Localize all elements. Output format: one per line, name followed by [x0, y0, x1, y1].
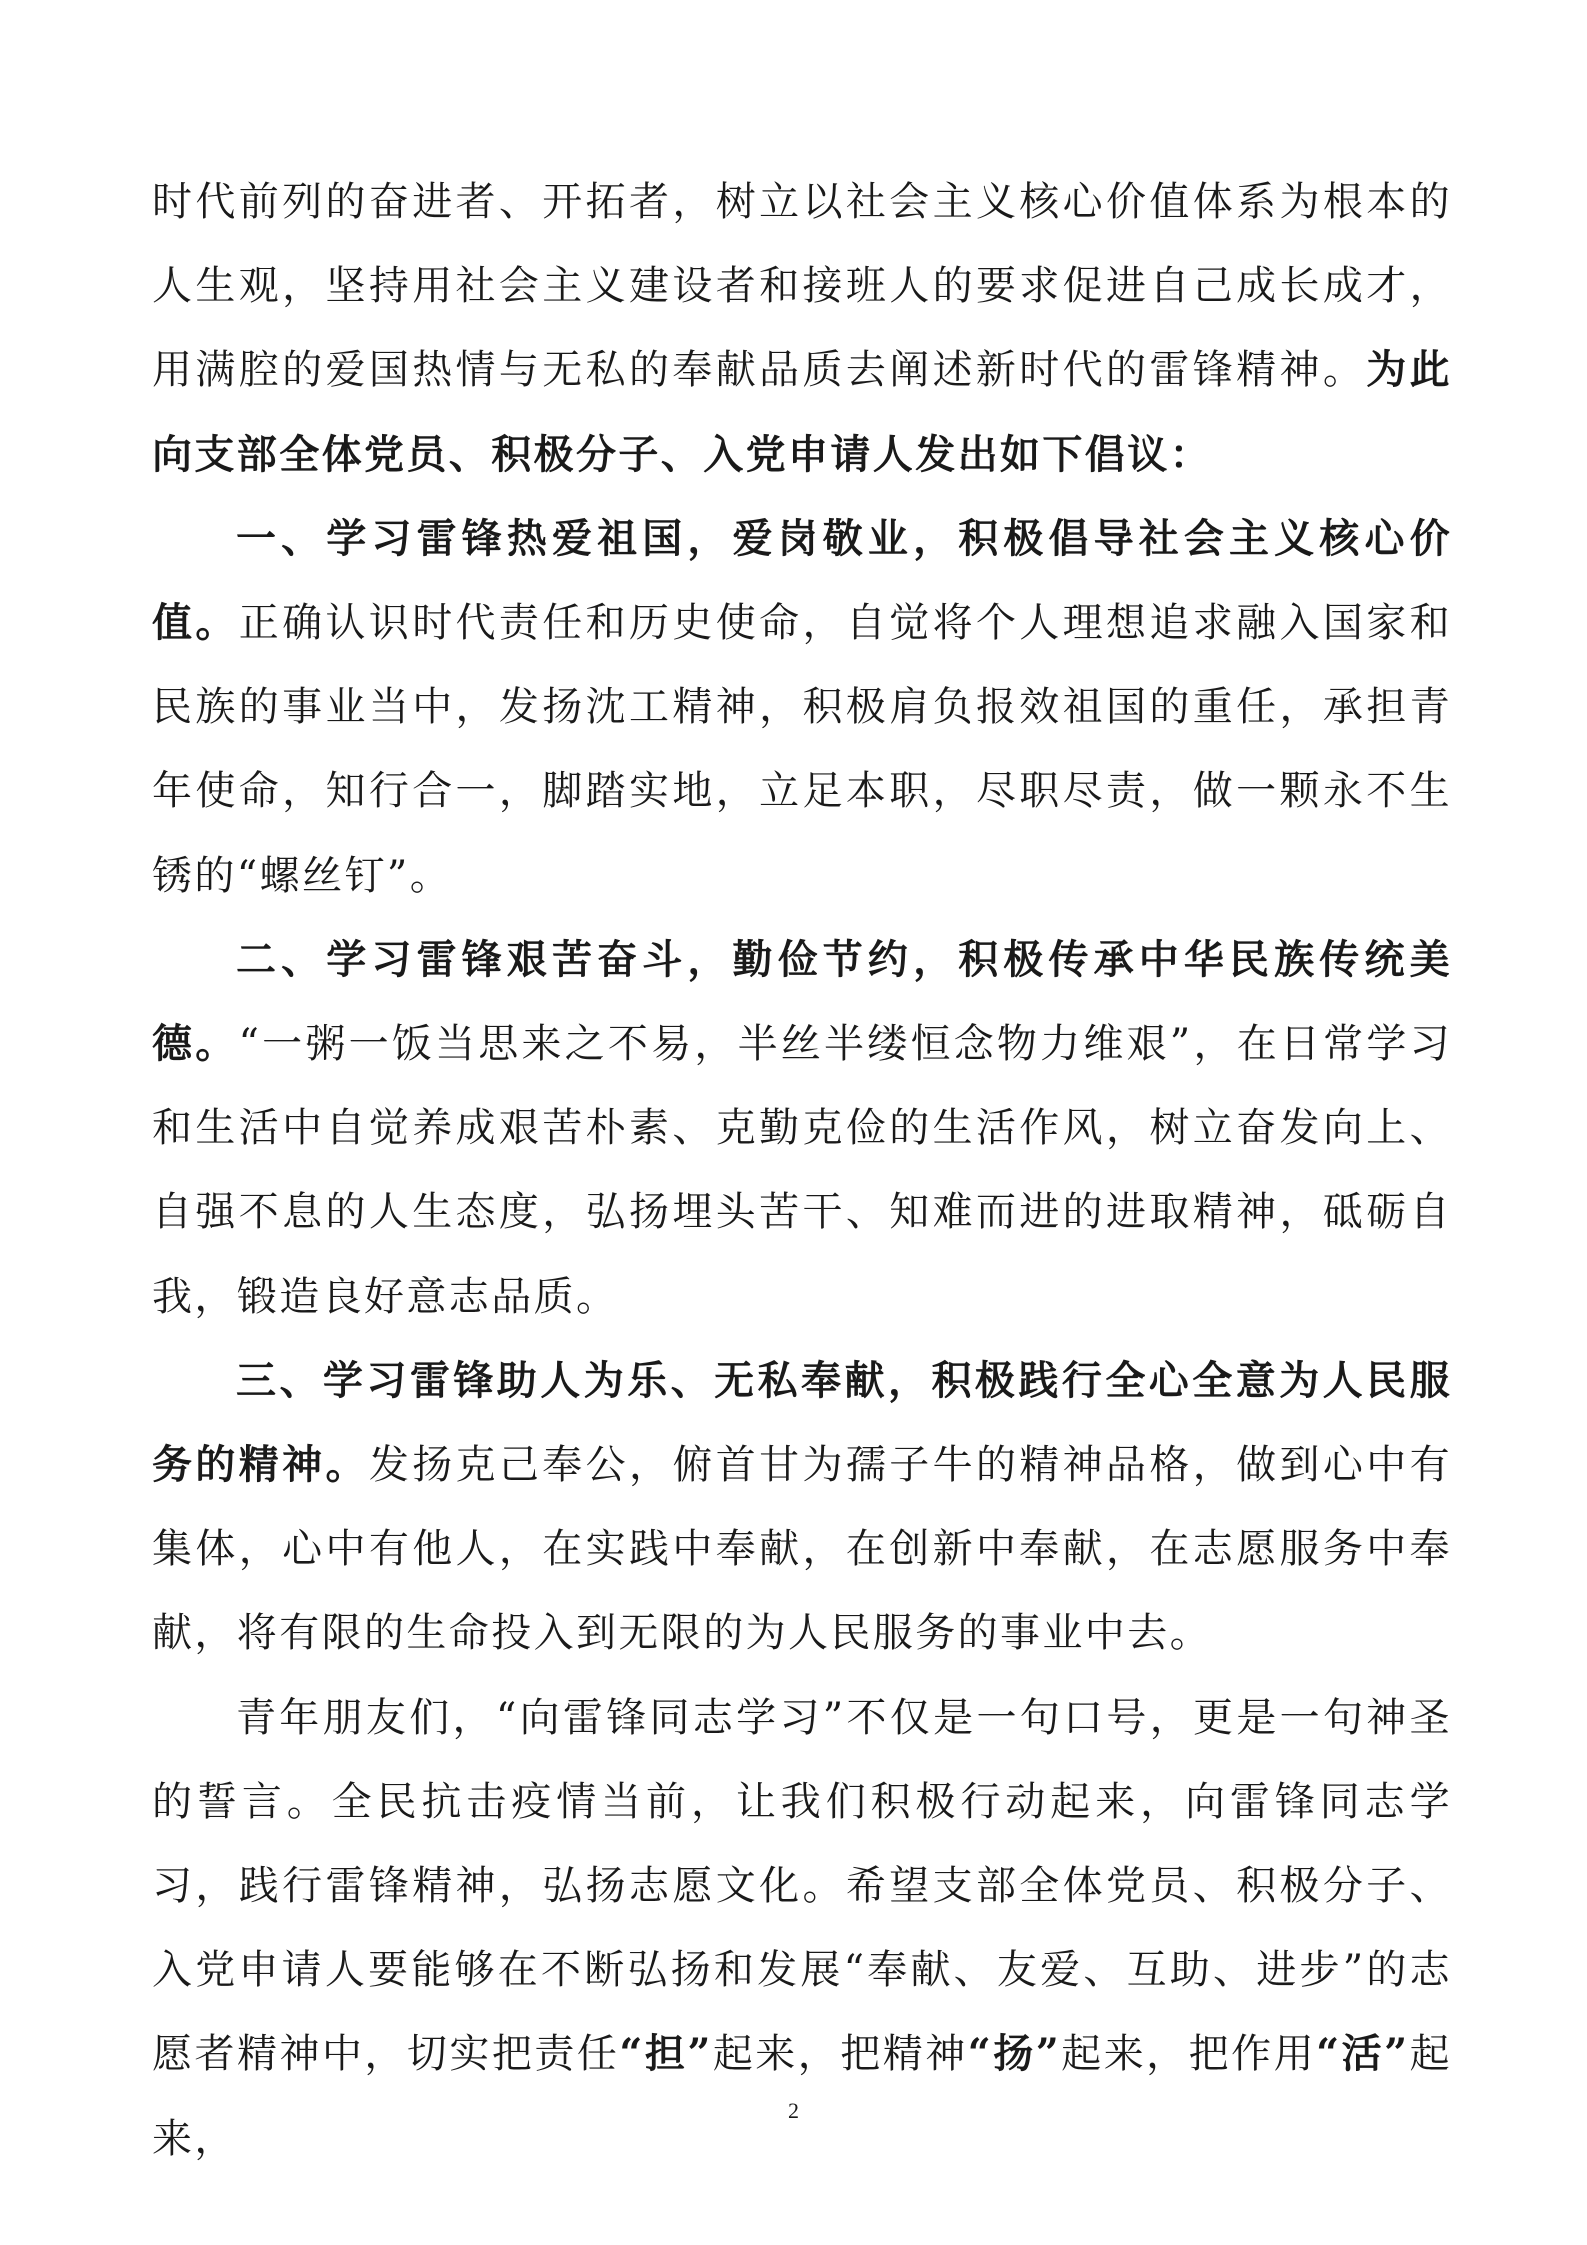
closing-bold-yang: “扬” — [967, 2030, 1062, 2078]
proposal-item-3 — [152, 1339, 1452, 1676]
closing-text-a: 青年朋友们，“向雷锋同志学习”不仅是一句口号，更是一句神圣的誓言。全民抗击疫情当前，让我们积极行动起来，向雷锋同志学习，践行雷锋精神，弘扬志愿文化。希望支部全体党员、积极分子、入党申请人要能够在不断弘扬和发展“奉献、友爱、互助、进步”的志愿者精神中，切实把责任 — [152, 1694, 1452, 2078]
proposal-text-3: 发扬克己奉公，俯首甘为孺子牛的精神品格，做到心中有集体，心中有他人，在实践中奉献，在创新中奉献，在志愿服务中奉献，将有限的生命投入到无限的为人民服务的事业中去。 — [152, 1442, 1452, 1657]
closing-text-c: 起来，把作用 — [1061, 2031, 1317, 2078]
proposal-item-1 — [152, 497, 1452, 918]
body-text — [152, 160, 1452, 2181]
proposal-heading-3: 三、学习雷锋助人为乐、无私奉献，积极践行全心全意为人民服务的精神。 — [152, 1356, 1452, 1489]
proposal-text-1: 正确认识时代责任和历史使命，自觉将个人理想追求融入国家和民族的事业当中，发扬沈工精神，积极肩负报效祖国的重任，承担青年使命，知行合一，脚踏实地，立足本职，尽职尽责，做一颗永不生锈的“螺丝钉”。 — [152, 600, 1452, 899]
closing-text-d: 起来， — [152, 2031, 1453, 2162]
proposal-heading-1: 一、学习雷锋热爱祖国，爱岗敬业，积极倡导社会主义核心价值。 — [152, 514, 1452, 647]
closing-bold-dan: “担” — [619, 2030, 713, 2078]
proposal-heading-2: 二、学习雷锋艰苦奋斗，勤俭节约，积极传承中华民族传统美德。 — [152, 935, 1452, 1068]
closing-bold-huo: “活” — [1316, 2030, 1410, 2078]
closing-text-b: 起来，把精神 — [712, 2031, 968, 2078]
proposal-text-2: “一粥一饭当思来之不易，半丝半缕恒念物力维艰”，在日常学习和生活中自觉养成艰苦朴素、克勤克俭的生活作风，树立奋发向上、自强不息的人生态度，弘扬埋头苦干、知难而进的进取精神，砥砺自我，锻造良好意志品质。 — [152, 1021, 1452, 1320]
paragraph-text: 时代前列的奋进者、开拓者，树立以社会主义核心价值体系为根本的人生观，坚持用社会主义建设者和接班人的要求促进自己成长成才，用满腔的爱国热情与无私的奉献品质去阐述新时代的雷锋精神。 — [152, 179, 1452, 394]
page-number: 2 — [788, 2098, 799, 2123]
paragraph-continuation — [152, 160, 1452, 497]
proposal-intro-bold: 为此向支部全体党员、积极分子、入党申请人发出如下倡议： — [152, 346, 1452, 478]
proposal-item-2 — [152, 918, 1452, 1339]
